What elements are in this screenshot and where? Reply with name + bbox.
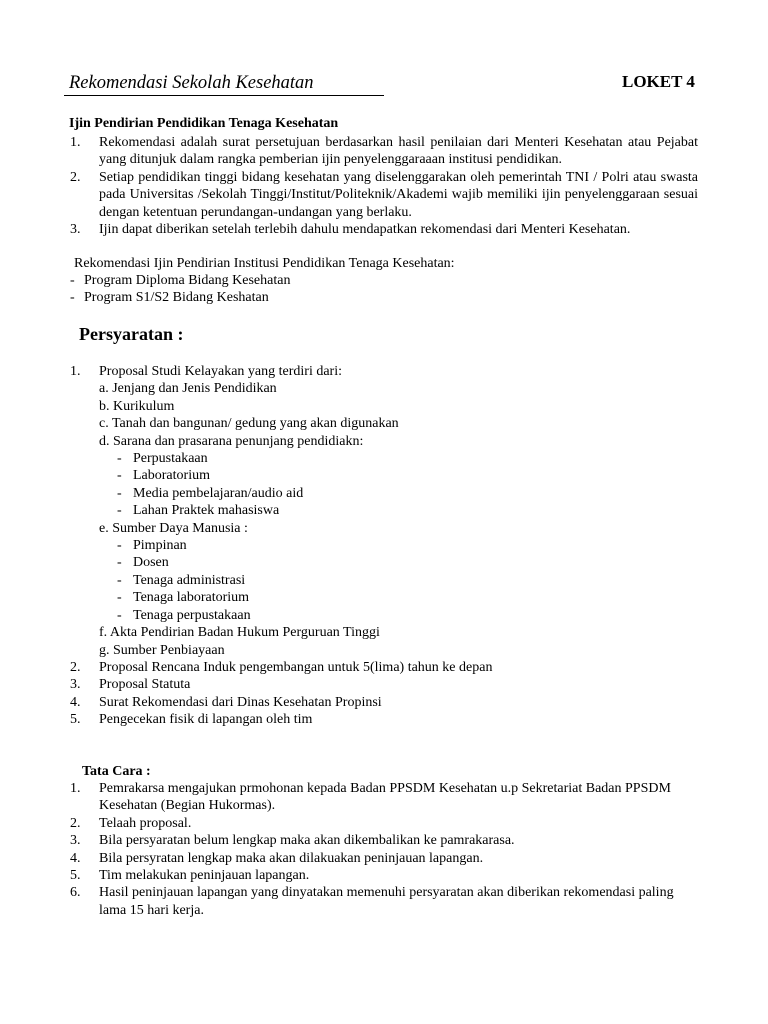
bullet-text: Pimpinan bbox=[133, 538, 187, 554]
dash-marker: - bbox=[117, 451, 122, 467]
list-item bbox=[70, 169, 698, 221]
title-underline bbox=[64, 95, 384, 96]
list-item bbox=[70, 867, 698, 884]
sarana-list bbox=[99, 450, 698, 520]
bullet-item bbox=[117, 467, 698, 484]
list-number: 2. bbox=[70, 169, 81, 185]
dash-marker: - bbox=[117, 590, 122, 606]
list-item bbox=[70, 659, 698, 676]
list-text: Setiap pendidikan tinggi bidang kesehatan yang diselenggarakan oleh pemerintah TNI / Polri atau swasta pada Universitas /Sekolah Tinggi/Institut/Politeknik/Akademi wajib memiliki ijin penyelenggaraan sesuai dengan ketentuan perundangan-undangan yang berlaku. bbox=[99, 169, 698, 220]
dash-marker: - bbox=[117, 503, 122, 519]
bullet-item bbox=[117, 572, 698, 589]
sub-item-g: g. Sumber Penbiayaan bbox=[99, 642, 225, 658]
list-number: 4. bbox=[70, 694, 81, 710]
bullet-text: Tenaga laboratorium bbox=[133, 590, 250, 606]
list-number: 3. bbox=[70, 833, 81, 849]
program-list bbox=[70, 272, 290, 307]
list-text: Proposal Studi Kelayakan yang terdiri dari: bbox=[99, 364, 342, 379]
list-text: Hasil peninjauan lapangan yang dinyatakan memenuhi persyaratan akan diberikan rekomendasi paling lama 15 hari kerja. bbox=[99, 885, 674, 918]
sub-list bbox=[99, 380, 698, 659]
loket-label: LOKET 4 bbox=[622, 72, 695, 91]
list-number: 2. bbox=[70, 659, 81, 675]
bullet-text: Tenaga perpustakaan bbox=[133, 607, 251, 623]
tata-cara-list bbox=[70, 780, 698, 919]
bullet-item bbox=[117, 450, 698, 467]
bullet-item bbox=[117, 537, 698, 554]
list-text: Telaah proposal. bbox=[99, 815, 192, 831]
ijin-list bbox=[70, 134, 698, 238]
bullet-item bbox=[117, 554, 698, 571]
sub-item-f: f. Akta Pendirian Badan Hukum Perguruan Tinggi bbox=[99, 625, 380, 641]
sub-item-b: b. Kurikulum bbox=[99, 398, 175, 414]
sdm-list bbox=[99, 537, 698, 624]
list-item bbox=[70, 850, 698, 867]
dash-marker: - bbox=[117, 572, 122, 588]
list-item bbox=[70, 134, 698, 169]
list-text: Proposal Rencana Induk pengembangan untuk 5(lima) tahun ke depan bbox=[99, 659, 493, 675]
bullet-text: Lahan Praktek mahasiswa bbox=[133, 503, 280, 519]
list-text: Ijin dapat diberikan setelah terlebih dahulu mendapatkan rekomendasi dari Menteri Kesehatan. bbox=[99, 222, 631, 238]
list-text: Proposal Statuta bbox=[99, 677, 191, 693]
list-number: 2. bbox=[70, 815, 81, 831]
section-heading-ijin: Ijin Pendirian Pendidikan Tenaga Kesehatan bbox=[69, 116, 339, 131]
bullet-item bbox=[117, 589, 698, 606]
list-number: 6. bbox=[70, 885, 81, 901]
list-text: Pemrakarsa mengajukan prmohonan kepada Badan PPSDM Kesehatan u.p Sekretariat Badan PPSDM Kesehatan (Begian Hukormas). bbox=[99, 781, 671, 814]
list-number: 5. bbox=[70, 712, 81, 728]
bullet-text: Laboratorium bbox=[133, 468, 210, 484]
list-number: 4. bbox=[70, 850, 81, 866]
list-item bbox=[70, 832, 698, 849]
document-title: Rekomendasi Sekolah Kesehatan bbox=[69, 73, 314, 93]
list-text: Bila persyratan lengkap maka akan dilakuakan peninjauan lapangan. bbox=[99, 850, 484, 866]
dash-marker: - bbox=[117, 485, 122, 501]
rekomendasi-intro: Rekomendasi Ijin Pendirian Institusi Pendidikan Tenaga Kesehatan: bbox=[74, 256, 455, 271]
list-number: 1. bbox=[70, 781, 81, 796]
dash-marker: - bbox=[117, 538, 122, 554]
dash-marker: - bbox=[117, 468, 122, 484]
list-item bbox=[70, 676, 698, 693]
list-number: 5. bbox=[70, 868, 81, 884]
sub-item-c: c. Tanah dan bangunan/ gedung yang akan digunakan bbox=[99, 416, 399, 432]
program-text: Program Diploma Bidang Kesehatan bbox=[84, 273, 291, 288]
dash-marker: - bbox=[117, 555, 122, 571]
list-item bbox=[70, 815, 698, 832]
sub-item-e bbox=[99, 520, 698, 624]
list-number: 3. bbox=[70, 222, 81, 238]
list-item bbox=[70, 363, 698, 659]
list-text: Surat Rekomendasi dari Dinas Kesehatan Propinsi bbox=[99, 694, 382, 710]
list-number: 1. bbox=[70, 364, 81, 379]
list-text: Tim melakukan peninjauan lapangan. bbox=[99, 868, 310, 884]
list-item bbox=[70, 884, 698, 919]
list-item bbox=[70, 711, 698, 728]
sub-item-a: a. Jenjang dan Jenis Pendidikan bbox=[99, 381, 277, 397]
list-number: 3. bbox=[70, 677, 81, 693]
list-text: Bila persyaratan belum lengkap maka akan dikembalikan ke pamrakarasa. bbox=[99, 833, 515, 849]
sub-item-e-text: e. Sumber Daya Manusia : bbox=[99, 520, 248, 536]
list-number: 1. bbox=[70, 135, 81, 150]
sub-item-d bbox=[99, 433, 698, 520]
bullet-item bbox=[117, 607, 698, 624]
bullet-text: Media pembelajaran/audio aid bbox=[133, 485, 304, 501]
program-item bbox=[70, 289, 290, 306]
list-text: Pengecekan fisik di lapangan oleh tim bbox=[99, 712, 313, 728]
persyaratan-list bbox=[70, 363, 698, 729]
bullet-item bbox=[117, 502, 698, 519]
list-item bbox=[70, 221, 698, 238]
dash-marker: - bbox=[70, 273, 75, 288]
sub-item-d-text: d. Sarana dan prasarana penunjang pendidiakn: bbox=[99, 433, 364, 449]
list-item bbox=[70, 780, 698, 815]
list-item bbox=[70, 694, 698, 711]
bullet-text: Perpustakaan bbox=[133, 451, 208, 467]
program-text: Program S1/S2 Bidang Keshatan bbox=[84, 290, 269, 306]
list-text: Rekomendasi adalah surat persetujuan berdasarkan hasil penilaian dari Menteri Kesehatan atau Pejabat yang ditunjuk dalam rangka pemberian ijin penyelenggaraaan institusi pendidikan. bbox=[99, 135, 698, 168]
bullet-item bbox=[117, 485, 698, 502]
bullet-text: Tenaga administrasi bbox=[133, 572, 246, 588]
dash-marker: - bbox=[70, 290, 75, 306]
section-heading-persyaratan: Persyaratan : bbox=[79, 324, 184, 344]
bullet-text: Dosen bbox=[133, 555, 169, 571]
program-item bbox=[70, 272, 290, 289]
dash-marker: - bbox=[117, 607, 122, 623]
section-heading-tata-cara: Tata Cara : bbox=[82, 764, 151, 779]
